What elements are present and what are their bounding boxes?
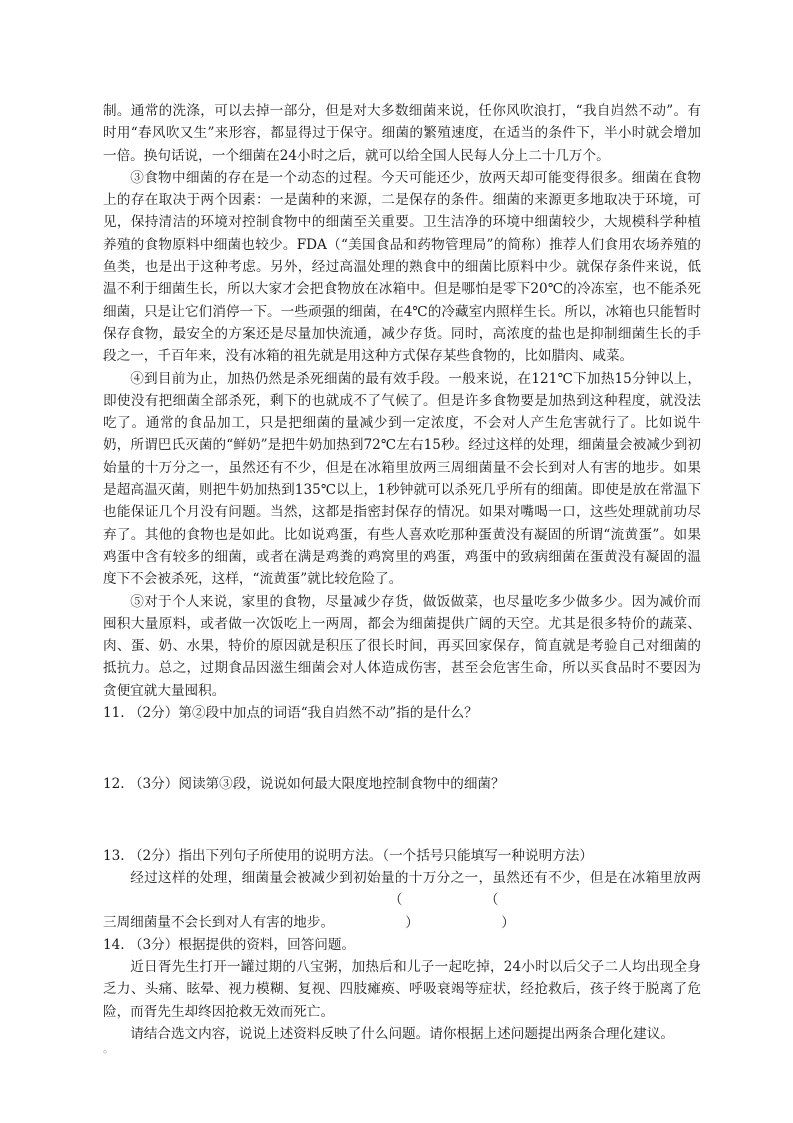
question-11: 11. （2分）第②段中加点的词语“我自岿然不动”指的是什么？ <box>103 705 478 722</box>
answer-blank-1[interactable]: （） <box>388 892 419 931</box>
question-14-task: 请结合选文内容，说说上述资料反映了什么问题。请你根据上述问题提出两条合理化建议。 <box>130 1025 674 1042</box>
question-13-sentence <box>103 867 701 934</box>
answer-space-11[interactable] <box>103 724 701 773</box>
question-13-sentence-text: 经过这样的处理，细菌量会被减少到初始量的十万分之一，虽然还有不少，但是在冰箱里放两三周细菌量不会长到对人有害的地步。 <box>103 869 701 931</box>
question-14-material: 近日胥先生打开一罐过期的八宝粥，加热后和儿子一起吃掉，24小时以后父子二人均出现全身乏力、头痛、眩晕、视力模糊、复视、四肢瘫痪、呼吸衰竭等症状，经抢救后，孩子终于脱离了危险，而胥先生却终因抢救无效而死亡。 <box>103 959 701 1020</box>
answer-space-12[interactable] <box>103 796 701 845</box>
paragraph-4: ④到目前为止，加热仍然是杀死细菌的最有效手段。一般来说，在121℃下加热15分钟以上，即使没有把细菌全部杀死，剩下的也就成不了气候了。但是许多食物要是加热到这种程度，就没法吃了。通常的食品加工，只是把细菌的量减少到一定浓度，不会对人产生危害就行了。比如说牛奶，所谓巴氏灭菌的“鲜奶”是把牛奶加热到72℃左右15秒。经过这样的处理，细菌量会被减少到初始量的十万分之一，虽然还有不少，但是在冰箱里放两三周细菌量不会长到对人有害的地步。如果是超高温灭菌，则把牛奶加热到135℃以上，1秒钟就可以杀死几乎所有的细菌。即使是放在常温下也能保证几个月没有问题。当然，这都是指密封保存的情况。如果对嘴喝一口，这些处理就前功尽弃了。其他的食物也是如此。比如说鸡蛋，有些人喜欢吃那种蛋黄没有凝固的所谓“流黄蛋”。如果鸡蛋中含有较多的细菌，或者在满是鸡粪的鸡窝里的鸡蛋，鸡蛋中的致病细菌在蛋黄没有凝固的温度下不会被杀死，这样，“流黄蛋”就比较危险了。 <box>103 370 701 588</box>
paragraph-2-continued: 制。通常的洗涤，可以去掉一部分，但是对大多数细菌来说，任你风吹浪打，“我自岿然不动”。有时用“春风吹又生”来形容，都显得过于保守。细菌的繁殖速度，在适当的条件下，半小时就会增加一倍。换句话说，一个细菌在24小时之后，就可以给全国人民每人分上二十几万个。 <box>103 103 701 164</box>
paragraph-5: ⑤对于个人来说，家里的食物，尽量减少存货，做饭做菜，也尽量吃多少做多少。因为减价而囤积大量原料，或者做一次饭吃上一两周，都会为细菌提供广阔的天空。尤其是很多特价的蔬菜、肉、蛋、奶、水果，特价的原因就是积压了很长时间，再买回家保存，简直就是考验自己对细菌的抵抗力。总之，过期食品因滋生细菌会对人体造成伤害，甚至会危害生命，所以买食品时不要因为贪便宜就大量囤积。 <box>103 593 701 699</box>
question-14: 14. （3分）根据提供的资料，回答问题。 <box>103 936 356 953</box>
document-page <box>103 100 701 1045</box>
question-13: 13. （2分）指出下列句子所使用的说明方法。（一个括号只能填写一种说明方法） <box>103 847 593 864</box>
question-12: 12. （3分）阅读第③段，说说如何最大限度地控制食物中的细菌？ <box>103 776 505 793</box>
paragraph-3: ③食物中细菌的存在是一个动态的过程。今天可能还少，放两天却可能变得很多。细菌在食物上的存在取决于两个因素：一是菌种的来源，二是保存的条件。细菌的来源更多地取决于环境，可见，保持清洁的环境对控制食物中的细菌至关重要。卫生洁净的环境中细菌较少，大规模科学种植养殖的食物原料中细菌也较少。FDA（“美国食品和药物管理局”的简称）推荐人们食用农场养殖的鱼类，也是出于这种考虑。另外，经过高温处理的熟食中的细菌比原料中少。就保存条件来说，低温不利于细菌生长，所以大家才会把食物放在冰箱中。但是哪怕是零下20℃的冷冻室，也不能杀死细菌，只是让它们消停一下。一些顽强的细菌，在4℃的冷藏室内照样生长。所以，冰箱也只能暂时保存食物，最安全的方案还是尽量加快流通，减少存货。同时，高浓度的盐也是抑制细菌生长的手段之一，千百年来，没有冰箱的祖先就是用这种方式保存某些食物的，比如腊肉、咸菜。 <box>103 169 701 365</box>
page-speck: 。 <box>103 1042 114 1055</box>
answer-blank-2[interactable]: （） <box>484 892 515 931</box>
